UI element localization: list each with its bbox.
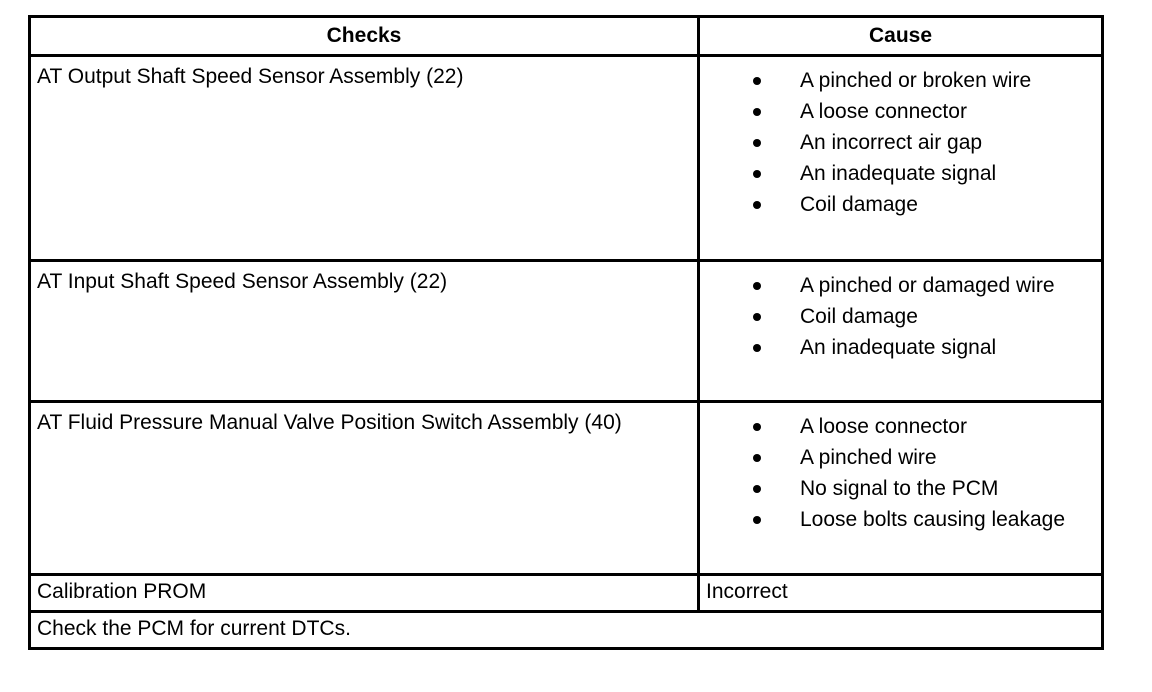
cause-cell: Incorrect [699, 575, 1103, 612]
header-row [30, 17, 1103, 56]
table-row [30, 402, 1103, 575]
list-item: No signal to the PCM [700, 473, 1101, 504]
list-item: An incorrect air gap [700, 127, 1101, 158]
bullet-icon [753, 313, 761, 321]
footer-note: Check the PCM for current DTCs. [30, 612, 1103, 649]
check-cell: AT Output Shaft Speed Sensor Assembly (22) [30, 56, 699, 261]
bullet-icon [753, 139, 761, 147]
table-row [30, 261, 1103, 402]
bullet-icon [753, 170, 761, 178]
cause-cell [699, 402, 1103, 575]
cause-list [700, 411, 1101, 535]
table-row [30, 56, 1103, 261]
bullet-icon [753, 454, 761, 462]
list-item: An inadequate signal [700, 332, 1101, 363]
bullet-icon [753, 108, 761, 116]
list-item: A loose connector [700, 96, 1101, 127]
header-checks: Checks [30, 17, 699, 56]
bullet-icon [753, 77, 761, 85]
list-item: A loose connector [700, 411, 1101, 442]
bullet-icon [753, 485, 761, 493]
list-item: Coil damage [700, 301, 1101, 332]
diagnostic-table [28, 15, 1104, 650]
cause-cell [699, 261, 1103, 402]
check-cell: AT Input Shaft Speed Sensor Assembly (22) [30, 261, 699, 402]
check-cell: AT Fluid Pressure Manual Valve Position Switch Assembly (40) [30, 402, 699, 575]
list-item: A pinched or broken wire [700, 65, 1101, 96]
list-item: A pinched or damaged wire [700, 270, 1101, 301]
list-item: An inadequate signal [700, 158, 1101, 189]
bullet-icon [753, 423, 761, 431]
bullet-icon [753, 516, 761, 524]
cause-list [700, 65, 1101, 220]
table-row [30, 575, 1103, 612]
footer-row [30, 612, 1103, 649]
list-item: Loose bolts causing leakage [700, 504, 1101, 535]
cause-cell [699, 56, 1103, 261]
header-cause: Cause [699, 17, 1103, 56]
bullet-icon [753, 201, 761, 209]
list-item: Coil damage [700, 189, 1101, 220]
bullet-icon [753, 344, 761, 352]
list-item: A pinched wire [700, 442, 1101, 473]
bullet-icon [753, 282, 761, 290]
check-cell: Calibration PROM [30, 575, 699, 612]
cause-list [700, 270, 1101, 363]
